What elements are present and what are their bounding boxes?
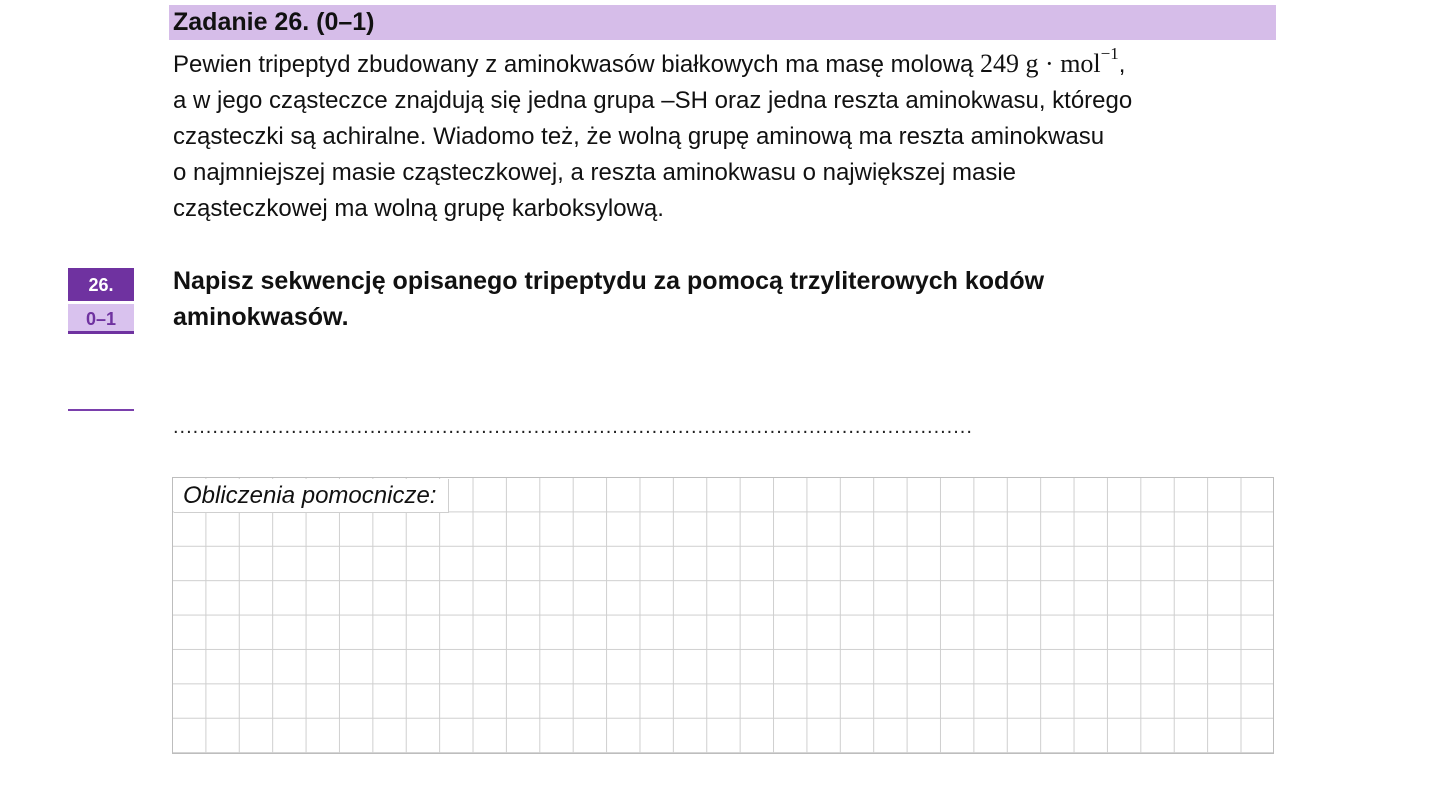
molar-mass-value <box>980 44 1119 78</box>
answer-line[interactable]: .......................................................................................................................... <box>173 416 973 438</box>
molar-mass-exponent: −1 <box>1100 44 1119 64</box>
description-line-4: o najmniejszej masie cząsteczkowej, a reszta aminokwasu o największej masie <box>173 159 1017 186</box>
description-line-1 <box>173 46 1273 83</box>
description-line-1-text: Pewien tripeptyd zbudowany z aminokwasów białkowych ma masę molową <box>173 51 981 78</box>
molar-mass-number-unit: 249 g · mol <box>980 49 1101 78</box>
instruction-line-2: aminokwasów. <box>173 303 349 331</box>
score-entry-line <box>68 409 134 411</box>
description-line-2: a w jego cząsteczce znajdują się jedna grupa –SH oraz jedna reszta aminokwasu, którego <box>173 87 1133 114</box>
score-box <box>68 268 134 334</box>
calculation-grid-label: Obliczenia pomocnicze: <box>174 479 449 513</box>
task-number-badge: 26. <box>68 268 134 301</box>
task-points-badge: 0–1 <box>68 304 134 334</box>
description-line-5: cząsteczkowej ma wolną grupę karboksylową. <box>173 195 664 222</box>
description-line-3: cząsteczki są achiralne. Wiadomo też, że wolną grupę aminową ma reszta aminokwasu <box>173 123 1105 150</box>
description-line-1-end: , <box>1118 51 1126 78</box>
task-header <box>169 5 1276 40</box>
instruction-line-1: Napisz sekwencję opisanego tripeptydu za pomocą trzyliterowych kodów <box>173 267 1045 295</box>
calculation-grid[interactable] <box>172 477 1274 754</box>
task-description <box>173 46 1273 227</box>
task-instruction <box>173 263 1173 335</box>
task-title: Zadanie 26. (0–1) <box>173 8 375 36</box>
